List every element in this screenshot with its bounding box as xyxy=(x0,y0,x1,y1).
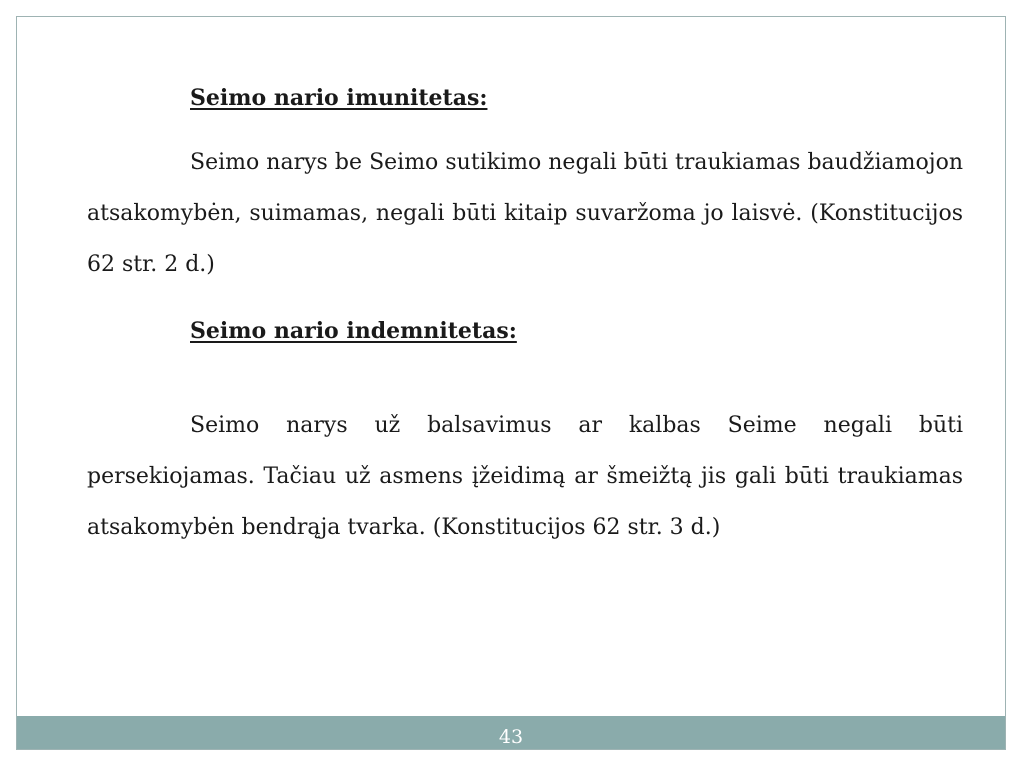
indemnity-paragraph: Seimo narys už balsavimus ar kalbas Seime negali būti persekiojamas. Tačiau už asmens įžeidimą ar šmeižtą jis gali būti traukiamas atsakomybėn bendrąja tvarka. (Konstitucijos 62 str. 3 d.) xyxy=(87,412,963,540)
footer-bar xyxy=(17,716,1005,749)
immunity-heading: Seimo nario imunitetas: xyxy=(190,85,488,111)
slide-content xyxy=(87,80,963,553)
immunity-paragraph: Seimo narys be Seimo sutikimo negali būti traukiamas baudžiamojon atsakomybėn, suimamas, negali būti kitaip suvaržoma jo laisvė. (Konstitucijos 62 str. 2 d.) xyxy=(87,150,963,278)
page-number: 43 xyxy=(498,726,524,748)
indemnity-heading: Seimo nario indemnitetas: xyxy=(190,318,517,345)
